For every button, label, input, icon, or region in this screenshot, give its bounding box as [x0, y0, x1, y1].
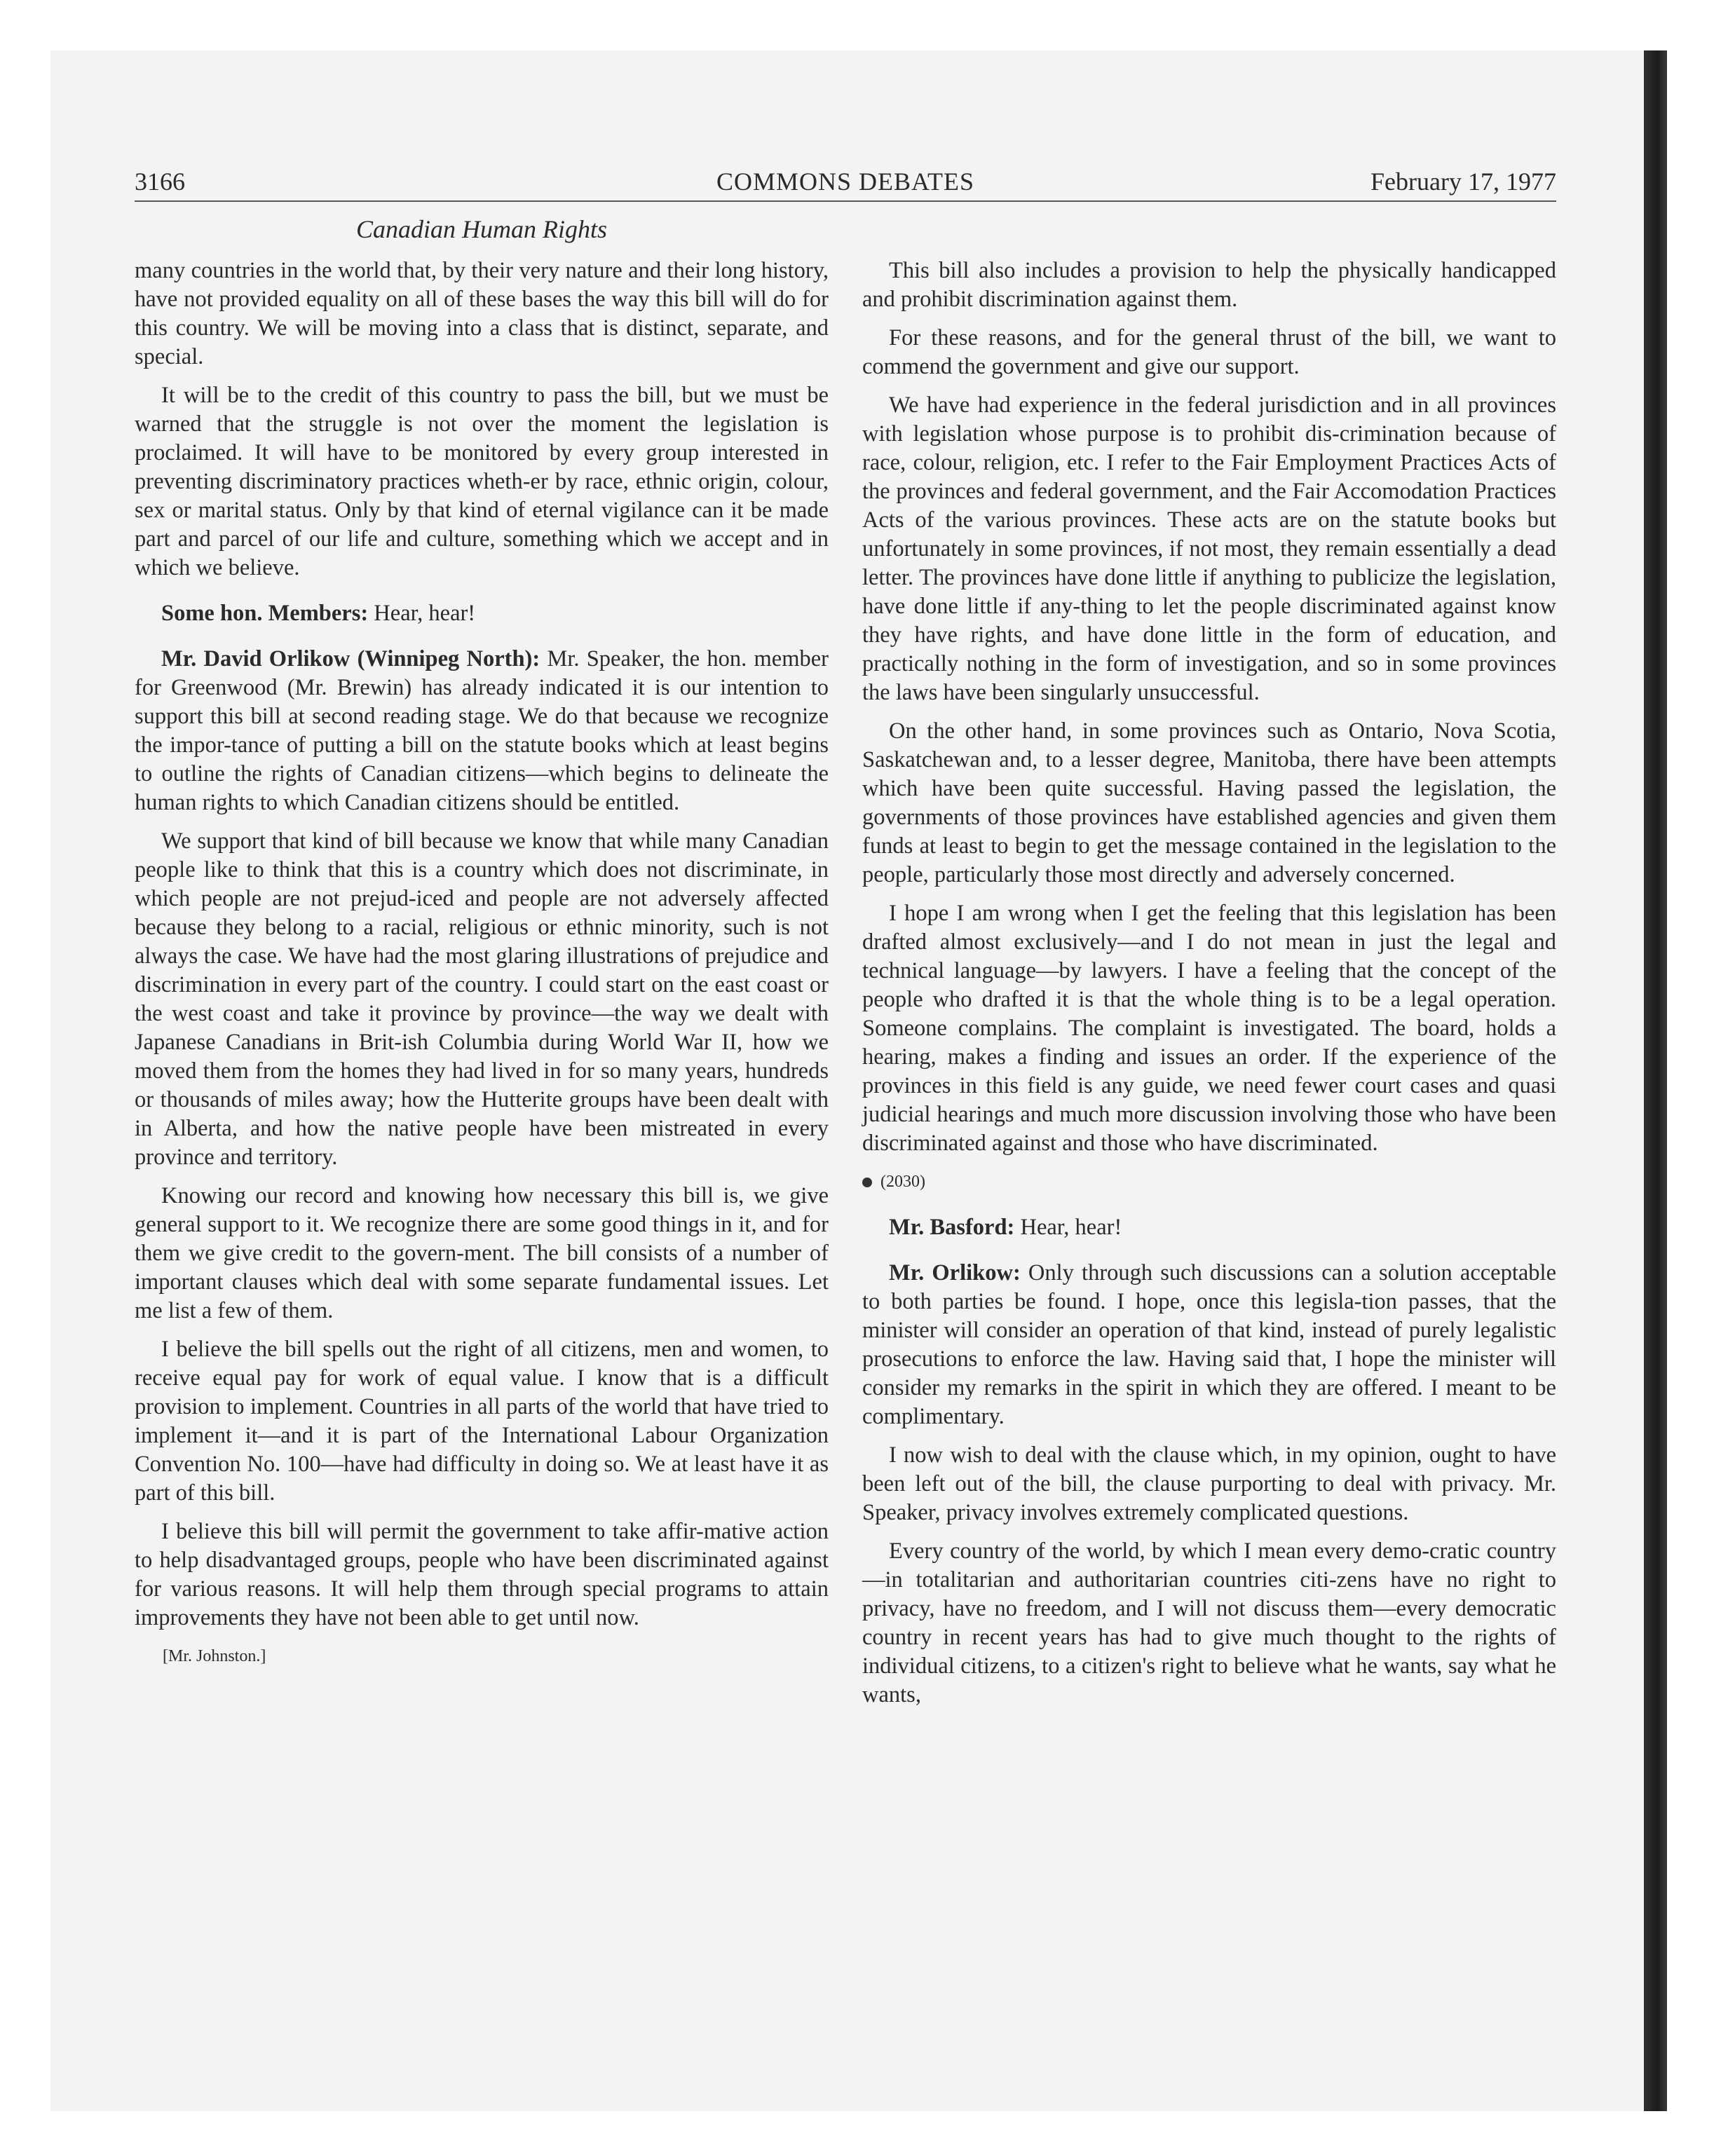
speech-text: Hear, hear!: [374, 601, 476, 626]
speaker-name: Mr. David Orlikow (Winnipeg North):: [161, 646, 540, 671]
paragraph: Every country of the world, by which I mean every demo-cratic country—in totalitarian and authoritarian countries citi-zens have no right to privacy, have no freedom, and I will not discuss them—every democratic country in recent years has had to give much thought to the rights of individual citizens, to a citizen's right to believe what he wants, say what he wants,: [862, 1538, 1556, 1707]
speech: [135, 645, 829, 817]
paragraph: Knowing our record and knowing how necessary this bill is, we give general support to it. We recognize there are some good things in it, and for them we give credit to the govern-ment. The bill consists of a number of important clauses which deal with some separate fundamental issues. Let me list a few of them.: [135, 1183, 829, 1323]
running-subject: Canadian Human Rights: [355, 215, 607, 243]
left-column: [135, 257, 829, 1681]
speech-text: Only through such discussions can a solution acceptable to both parties be found. I hope, once this legisla-tion passes, that the minister will consider an operation of that kind, instead of purely legalistic prosecutions to enforce the law. Having said that, I hope the minister will consider my remarks in the spirit in which they are offered. I meant to be complimentary.: [862, 1260, 1556, 1429]
speech-text: Hear, hear!: [1020, 1215, 1122, 1240]
paragraph: We have had experience in the federal jurisdiction and in all provinces with legislation whose purpose is to prohibit dis-crimination because of race, colour, religion, etc. I refer to the Fair Employment Practices Acts of the provinces and federal government, and the Fair Accomodation Practices Acts of the various provinces. These acts are on the statute books but unfortunately in some provinces, if not most, they remain essentially a dead letter. The provinces have done little if anything to publicize the legislation, have done little if any-thing to let the people discriminated against know they have rights, and have done little in the form of education, and practically nothing in the form of investigation, and so in some provinces the laws have been singularly unsuccessful.: [862, 393, 1556, 705]
paragraph: It will be to the credit of this country to pass the bill, but we must be warned that the struggle is not over the moment the legislation is proclaimed. It will have to be monitored by every group interested in preventing discriminatory practices wheth-er by race, ethnic origin, colour, sex or marital status. Only by that kind of eternal vigilance can it be made part and parcel of our life and culture, something which we accept and in which we believe.: [135, 383, 829, 580]
paragraph: many countries in the world that, by their very nature and their long history, have not provided equality on all of these bases the way this bill will do for this country. We will be moving into a class that is distinct, separate, and special.: [135, 258, 829, 369]
publication-title: COMMONS DEBATES: [716, 168, 975, 196]
paragraph: On the other hand, in some provinces such as Ontario, Nova Scotia, Saskatchewan and, to a lesser degree, Manitoba, there have been attempts which have been quite successful. Having passed the legislation, the governments of those provinces have established agencies and given them funds at least to begin to get the message contained in the legislation to the people, particularly those most directly and adversely concerned.: [862, 718, 1556, 887]
paragraph: We support that kind of bill because we know that while many Canadian people like to think that this is a country which does not discriminate, in which people are not prejud-iced and people are not adversely affected because they belong to a racial, religious or ethnic minority, such is not always the case. We have had the most glaring illustrations of prejudice and discrimination in every part of the country. I could start on the east coast or the west coast and take it province by province—the way we dealt with Japanese Canadians in Brit-ish Columbia during World War II, how we moved them from the homes they had lived in for so many years, hundreds or thousands of miles away; how the Hutterite groups have been dealt with in Alberta, and how the native people have been mistreated in every province and territory.: [135, 828, 829, 1170]
paragraph: This bill also includes a provision to help the physically handicapped and prohibit discrimination against them.: [862, 258, 1556, 312]
bullet-icon: [862, 1178, 872, 1187]
speaker-name: Some hon. Members:: [161, 601, 369, 626]
paragraph: I believe this bill will permit the government to take affir-mative action to help disadvantaged groups, people who have been discriminated against for various reasons. It will help them through special programs to attain improvements they have not been able to get until now.: [135, 1519, 829, 1630]
timecode: [862, 1168, 1556, 1196]
speaker-name: Mr. Basford:: [889, 1215, 1015, 1240]
speaker-name: Mr. Orlikow:: [889, 1260, 1021, 1285]
paragraph: I hope I am wrong when I get the feeling that this legislation has been drafted almost exclusively—and I do not mean in just the legal and technical language—by lawyers. I have a feeling that the concept of the people who drafted it is that the whole thing is to be a legal operation. Someone complains. The complaint is investigated. The board, holds a hearing, makes a finding and issues an order. If the experience of the provinces in this field is any guide, we need fewer court cases and quasi judicial hearings and much more discussion involving those who have been discriminated against and those who have discriminated.: [862, 901, 1556, 1156]
speech: [135, 599, 829, 628]
page-number: 3166: [135, 168, 185, 196]
speech: [862, 1259, 1556, 1431]
paragraph: I believe the bill spells out the right of all citizens, men and women, to receive equal pay for work of equal value. I know that is a difficult provision to implement. Countries in all parts of the world that have tried to implement it—and it is part of the International Labour Organization Convention No. 100—have had difficulty in doing so. We at least have it as part of this bill.: [135, 1337, 829, 1506]
speech: [862, 1213, 1556, 1242]
speaker-footnote: [Mr. Johnston.]: [163, 1647, 266, 1665]
page-header: [135, 164, 1556, 202]
speech-text: Mr. Speaker, the hon. member for Greenwood (Mr. Brewin) has already indicated it is our intention to support this bill at second reading stage. We do that because we recognize the impor-tance of putting a bill on the statute books which at least begins to outline the rights of Canadian citizens—which begins to delineate the human rights to which Canadian citizens should be entitled.: [135, 646, 829, 815]
scan-edge-shadow: [1644, 50, 1667, 2111]
right-column: [862, 257, 1556, 1719]
timecode-text: (2030): [880, 1173, 925, 1191]
paragraph: I now wish to deal with the clause which, in my opinion, ought to have been left out of the bill, the clause purporting to deal with privacy. Mr. Speaker, privacy involves extremely complicated questions.: [862, 1442, 1556, 1525]
paragraph: For these reasons, and for the general thrust of the bill, we want to commend the government and give our support.: [862, 325, 1556, 379]
page-date: February 17, 1977: [1370, 168, 1556, 196]
